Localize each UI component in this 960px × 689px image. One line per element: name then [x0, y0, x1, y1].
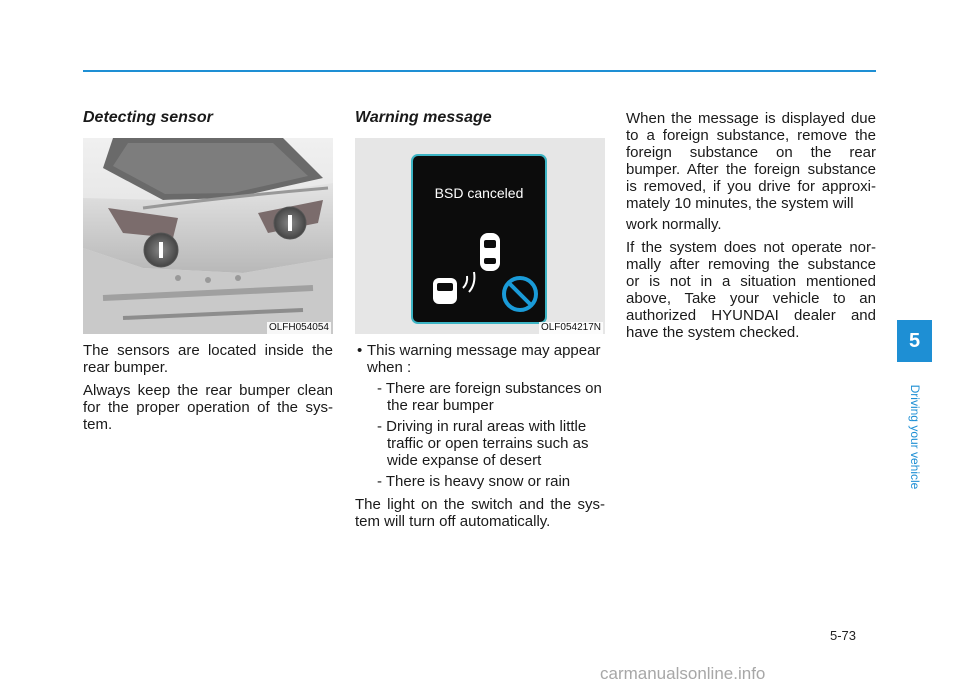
figure-rear-bumper — [83, 138, 333, 334]
figure-caption: OLFH054054 — [268, 322, 329, 333]
list-item: - Driving in rural areas with little traffic or open terrains such as wide expanse of desert — [377, 418, 589, 469]
condition-list — [355, 342, 605, 490]
bullet-text: This warning message may appear when : — [367, 342, 601, 376]
heading-warning-message: Warning message — [355, 109, 492, 126]
list-item: - There is heavy snow or rain — [377, 473, 571, 490]
chapter-label — [897, 372, 932, 502]
column-warning-message — [355, 108, 605, 536]
vehicle-icon — [480, 233, 500, 271]
heading-detecting-sensor: Detecting sensor — [83, 109, 213, 126]
figure-caption: OLF054217N — [540, 322, 601, 333]
chapter-label-text: Driving your vehicle — [907, 384, 922, 490]
watermark: carmanualsonline.info — [600, 664, 766, 683]
paragraph: If the system does not operate nor-mally after removing the substance or is not in a situation mentioned above, Take your vehicle to an authorized HYUNDAI dealer and have the system checked. — [626, 239, 876, 341]
paragraph: The sensors are located inside the rear bumper. — [83, 342, 333, 376]
top-rule — [83, 70, 876, 72]
column-detecting-sensor — [83, 108, 333, 439]
paragraph: Always keep the rear bumper clean for the proper operation of the sys-tem. — [83, 382, 333, 433]
column-instructions — [626, 110, 876, 347]
list-item — [355, 342, 605, 490]
screen-message: BSD canceled — [434, 185, 524, 201]
list-item: - There are foreign substances on the rear bumper — [377, 380, 602, 414]
paragraph: work normally. — [626, 216, 722, 233]
cluster-display-illustration — [355, 138, 605, 334]
page-number: 5-73 — [830, 628, 857, 643]
car-rear-illustration — [83, 138, 333, 334]
paragraph: When the message is displayed due to a foreign substance, remove the foreign substance on the rear bumper. After the foreign substance is removed, if you drive for approxi-mately 10 minutes, the system will — [626, 110, 876, 212]
paragraph: The light on the switch and the sys-tem will turn off automatically. — [355, 496, 605, 530]
chapter-tab: 5 — [897, 320, 932, 362]
rear-vehicle-icon — [433, 278, 457, 304]
figure-cluster-display — [355, 138, 605, 334]
